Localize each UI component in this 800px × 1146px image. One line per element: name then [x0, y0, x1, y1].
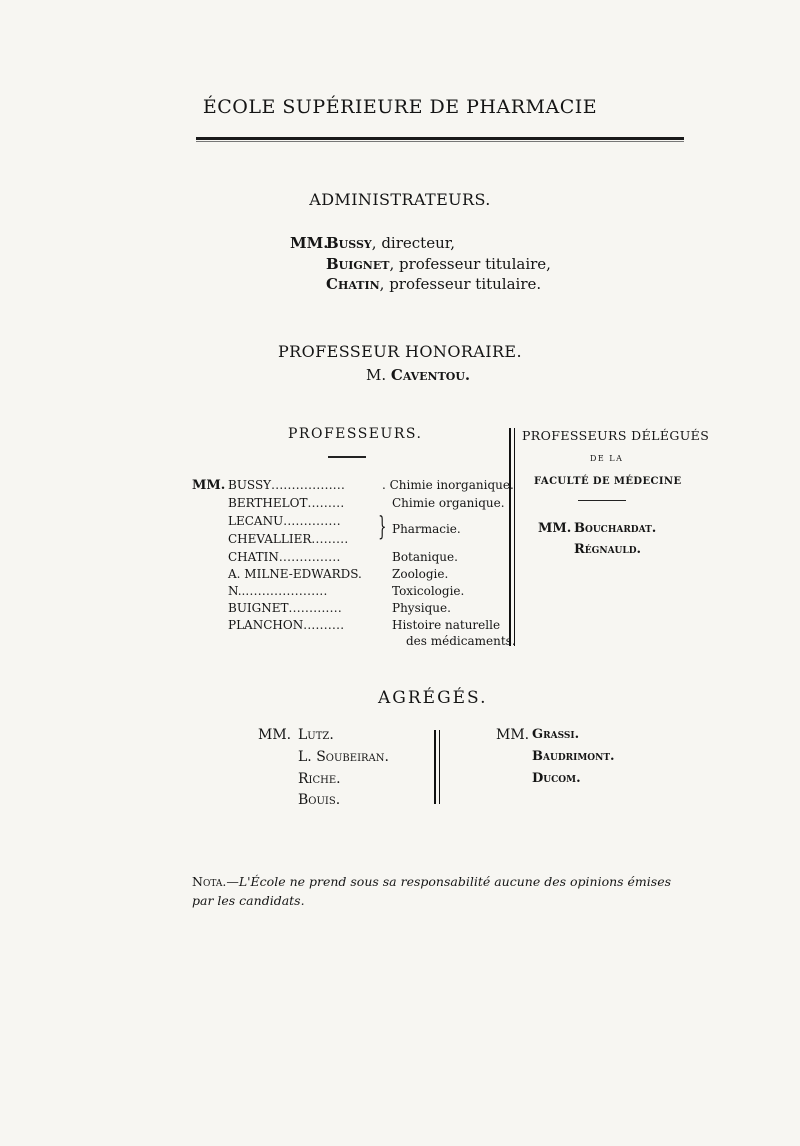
professeur-dots: .......... — [303, 618, 345, 632]
honoraire-heading: PROFESSEUR HONORAIRE. — [278, 342, 522, 361]
professeur-row — [228, 601, 342, 615]
professeur-dots: .................... — [245, 584, 328, 598]
administrateur-1-name: Bussy — [326, 234, 372, 252]
professeur-subject: Chimie organique. — [392, 496, 505, 510]
professeur-dots: .............. — [283, 514, 341, 528]
professeur-name: LECANU — [228, 514, 284, 528]
professeurs-heading: PROFESSEURS. — [288, 426, 423, 442]
title-rule — [196, 137, 684, 140]
administrateur-2 — [326, 255, 551, 273]
agrege-name: L. Soubeiran. — [298, 749, 389, 765]
professeur-subject: . Chimie inorganique. — [382, 478, 514, 492]
professeur-row — [228, 584, 328, 598]
agreges-prefix-left: MM. — [258, 727, 292, 743]
administrateurs-prefix: MM. — [290, 234, 329, 252]
professeur-subject: Botanique. — [392, 550, 458, 564]
administrateurs-heading: ADMINISTRATEURS. — [309, 190, 491, 209]
professeur-row — [228, 567, 362, 581]
nota — [192, 872, 692, 910]
professeur-dots: .................. — [271, 478, 346, 492]
nota-label: Nota. — [192, 874, 227, 889]
administrateur-3-name: Chatin — [326, 275, 380, 293]
professeur-dots: ......... — [307, 496, 345, 510]
administrateur-2-name: Buignet — [326, 255, 390, 273]
delegues-separator-left — [509, 428, 511, 646]
agrege-name: Baudrimont. — [532, 749, 615, 764]
agreges-separator-right — [439, 730, 440, 804]
professeur-name: N.. — [228, 584, 246, 598]
page-title: ÉCOLE SUPÉRIEURE DE PHARMACIE — [202, 96, 598, 118]
administrateur-3-role: , professeur titulaire. — [379, 275, 542, 293]
professeurs-dash — [328, 456, 366, 458]
agrege-name: Ducom. — [532, 771, 581, 786]
professeur-subject: Histoire naturelle — [392, 618, 501, 632]
agreges-separator-left — [434, 730, 436, 804]
title-rule-thin — [196, 141, 684, 142]
professeur-row — [228, 496, 344, 510]
professeur-subject: Zoologie. — [392, 567, 449, 581]
delegues-dash — [578, 500, 626, 501]
professeur-name: BERTHELOT — [228, 496, 308, 510]
administrateur-1-role: , directeur, — [371, 234, 456, 252]
brace-icon: } — [378, 512, 387, 542]
agrege-name: Bouis. — [298, 792, 341, 808]
administrateur-1 — [326, 234, 455, 252]
professeur-row — [228, 618, 344, 632]
delegue-name: Régnauld. — [574, 542, 642, 557]
agreges-prefix-right: MM. — [496, 727, 530, 743]
professeur-name: CHATIN — [228, 550, 279, 564]
professeur-subject-pharmacie: Pharmacie. — [392, 522, 461, 536]
professeur-name: BUSSY — [228, 478, 272, 492]
professeur-row — [228, 478, 345, 492]
professeur-subject: Toxicologie. — [392, 584, 465, 598]
professeur-row — [228, 532, 348, 546]
professeur-dots: ............. — [288, 601, 343, 615]
delegues-faculte: FACULTÉ DE MÉDECINE — [534, 476, 682, 487]
professeurs-prefix: MM. — [192, 478, 226, 493]
professeur-dots: ......... — [311, 532, 349, 546]
nota-text: —L'École ne prend sous sa responsabilité aucune des opinions émises par les candidats. — [192, 874, 672, 908]
professeur-name: CHEVALLIER — [228, 532, 312, 546]
delegues-de-la: DE LA — [590, 454, 624, 463]
professeur-row — [228, 514, 341, 528]
delegue-name: Bouchardat. — [574, 521, 657, 536]
delegues-heading: PROFESSEURS DÉLÉGUÉS — [522, 428, 710, 443]
professeur-name: PLANCHON — [228, 618, 304, 632]
professeur-name: A. MILNE-EDWARDS. — [228, 567, 362, 581]
honoraire-line — [366, 366, 470, 384]
administrateur-2-role: , professeur titulaire, — [389, 255, 551, 273]
delegues-separator-right — [514, 428, 515, 646]
professeur-name: BUIGNET — [228, 601, 289, 615]
agrege-name: Riche. — [298, 771, 341, 787]
agrege-name: Lutz. — [298, 727, 334, 743]
honoraire-prefix: M. — [366, 366, 387, 384]
agreges-heading: AGRÉGÉS. — [378, 688, 488, 708]
administrateur-3 — [326, 275, 541, 293]
honoraire-name: Caventou. — [390, 366, 471, 384]
professeur-subject-cont: des médicaments. — [406, 634, 516, 648]
agrege-name: Grassi. — [532, 727, 580, 742]
professeur-subject: Physique. — [392, 601, 451, 615]
professeur-row — [228, 550, 341, 564]
professeur-dots: ............... — [278, 550, 341, 564]
delegues-prefix: MM. — [538, 521, 572, 536]
